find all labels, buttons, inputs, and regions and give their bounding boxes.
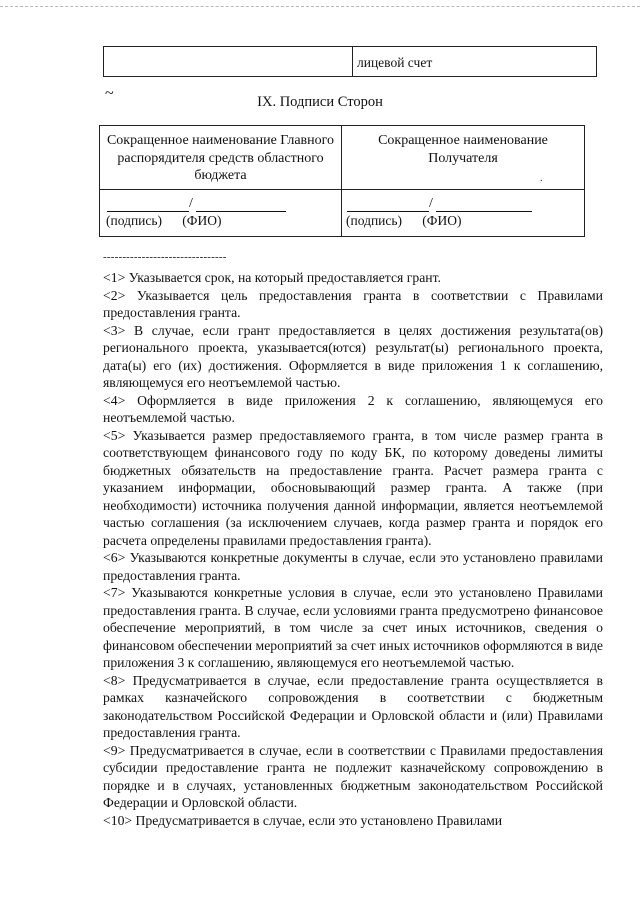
right-signature-slash: / — [429, 196, 433, 211]
right-name-line — [436, 199, 532, 212]
footnote-6: <6> Указываются конкретные документы в случае, если это установлено правилами предоставления гранта. — [103, 550, 603, 583]
stray-dot: . — [540, 173, 543, 184]
footnote-9: <9> Предусматривается в случае, если в соответствии с Правилами предоставления субсидии предоставление гранта не подлежит казначейскому сопровождению в порядке и в случаях, установленных бюджетным законодательством Российской Федерации и Орловской области. — [103, 742, 603, 810]
footnote-4: <4> Оформляется в виде приложения 2 к соглашению, являющемуся его неотъемлемой частью. — [103, 392, 603, 425]
right-party-header: Сокращенное наименование Получателя — [378, 133, 548, 166]
account-table-right-cell: лицевой счет — [357, 55, 433, 70]
signature-table-row-divider — [100, 189, 584, 190]
signature-table — [99, 125, 585, 237]
left-signature-slash: / — [189, 196, 193, 211]
account-table-fragment — [103, 46, 597, 77]
footnote-1: <1> Указывается срок, на который предоставляется грант. — [103, 270, 441, 285]
left-party-header: Сокращенное наименование Главного распорядителя средств областного бюджета — [106, 133, 335, 183]
right-signature-caption: (подпись) (ФИО) — [346, 213, 462, 228]
footnote-10: <10> Предусматривается в случае, если это установлено Правилами — [103, 812, 503, 828]
footnote-3: <3> В случае, если грант предоставляется в целях достижения результата(ов) регионального проекта, указывается(ются) результат(ы) регионального проекта, дата(ы) его (их) достижения. Оформляется в виде приложения 1 к соглашению, являющемуся его неотъемлемой частью. — [103, 322, 603, 390]
footnote-8: <8> Предусматривается в случае, если предоставление гранта осуществляется в рамках казначейского сопровождения в соответствии с бюджетным законодательством Российской Федерации и Орловской области и (или) Правилами предоставления гранта. — [103, 672, 603, 740]
footnote-5: <5> Указывается размер предоставляемого гранта, в том числе размер гранта в соответствующем финансового году по коду БК, по которому доведены лимиты бюджетных обязательств на предоставление гранта. Расчет размера гранта с указанием информации, обосновывающий размер гранта. А также (при необходимости) источника получения данной информации, является неотъемлемой частью соглашения (за исключением случаев, когда размер гранта и порядок его расчета определены правилами предоставления гранта). — [103, 427, 603, 548]
footnote-separator: -------------------------------- — [103, 251, 227, 263]
section-title: IX. Подписи Сторон — [257, 94, 383, 110]
footnote-2: <2> Указывается цель предоставления гранта в соответствии с Правилами предоставления гранта. — [103, 287, 603, 320]
left-signature-line — [107, 199, 189, 212]
left-name-line — [196, 199, 286, 212]
footnote-7: <7> Указываются конкретные условия в случае, если это установлено Правилами предоставления гранта. В случае, если условиями гранта предусмотрено финансовое обеспечение мероприятий, в том числе за счет иных источников, сведения о финансовом обеспечении мероприятий за счет иных источников оформляются в виде приложения 3 к соглашению, являющемуся его неотъемлемой частью. — [103, 585, 603, 670]
scan-edge-line — [0, 6, 640, 7]
footnotes-list — [103, 269, 603, 829]
stray-mark: ~ — [105, 85, 114, 102]
account-table-left-cell — [104, 47, 353, 76]
right-signature-line — [347, 199, 429, 212]
left-signature-caption: (подпись) (ФИО) — [106, 213, 222, 228]
